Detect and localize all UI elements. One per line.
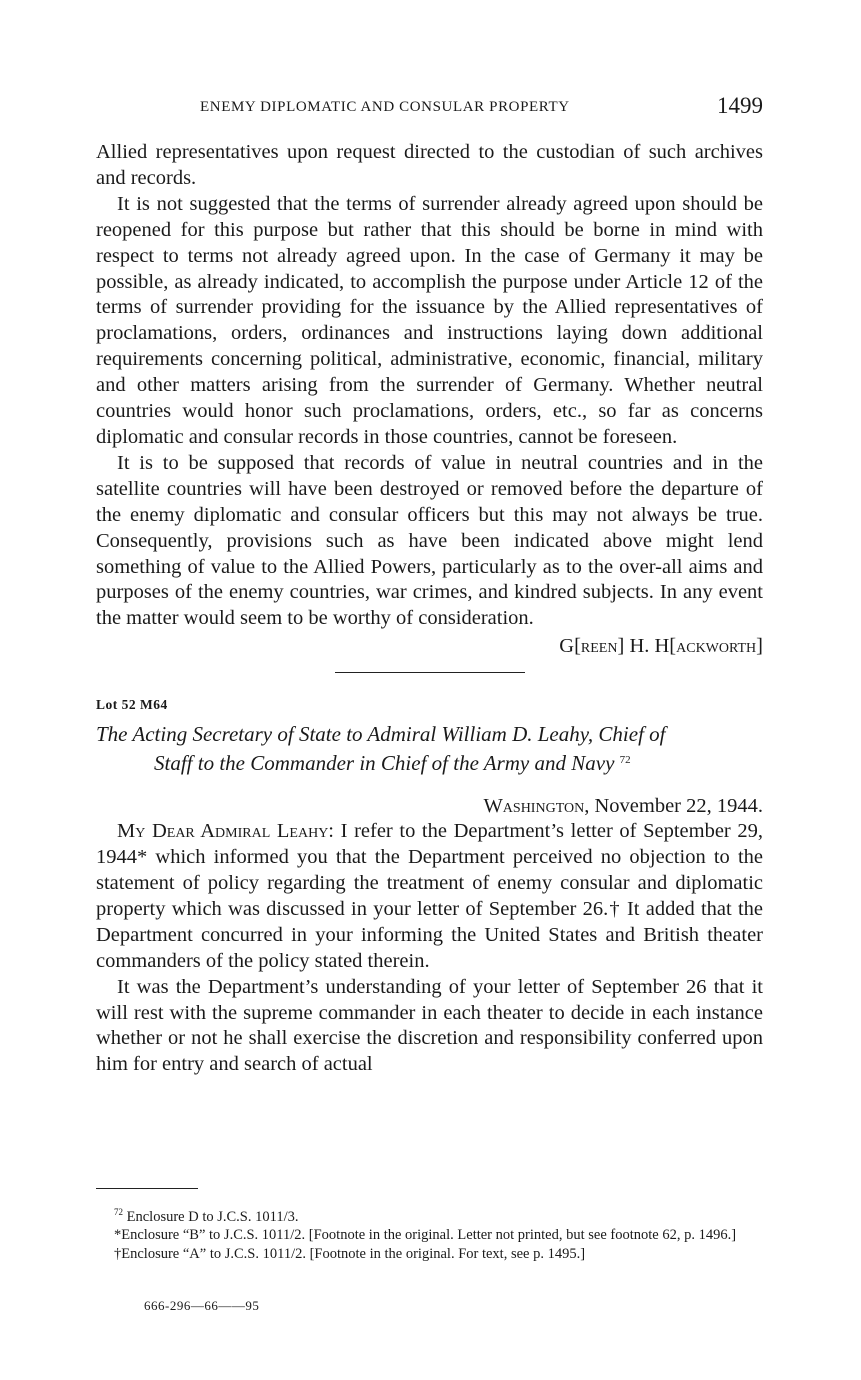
- paragraph-continuation: Allied representatives upon request directed to the custodian of such archives and records.: [96, 141, 763, 189]
- document-title-line2: Staff to the Commander in Chief of the Army and Navy: [154, 751, 615, 776]
- footnote-dagger: †Enclosure “A” to J.C.S. 1011/2. [Footnote in the original. For text, see p. 1495.]: [114, 1245, 586, 1262]
- dateline-city: Washington,: [483, 795, 590, 818]
- paragraph-terms-of-surrender: It is not suggested that the terms of surrender already agreed upon should be reopened for this purpose but rather that this should be borne in mind with respect to terms not already agreed upon. In the case of Germany it may be possible, as already indicated, to accomplish the purpose under Article 12 of the terms of surrender providing for the issuance by the Allied representatives of proclamations, orders, ordinances and instructions laying down additional requirements concerning political, administrative, economic, financial, military and other matters arising from the surrender of Germany. Whether neutral countries would honor such proclamations, orders, etc., so far as concerns diplomatic and consular records in those countries, cannot be foreseen.: [96, 192, 763, 448]
- lot-reference: Lot 52 M64: [96, 697, 168, 713]
- footnote-72-mark: 72: [114, 1207, 123, 1217]
- footnote-72-text: Enclosure D to J.C.S. 1011/3.: [126, 1208, 299, 1225]
- signature: [96, 632, 763, 660]
- letter-paragraph-1b: It added that the Department concurred in your informing the United States and British theater commanders of the policy stated therein.: [96, 897, 763, 972]
- page-body: [96, 140, 763, 1078]
- dateline-date: November 22, 1944.: [594, 795, 763, 818]
- page-header: [96, 95, 763, 125]
- section-divider: [335, 672, 525, 673]
- document-title: [96, 721, 763, 776]
- running-title: ENEMY DIPLOMATIC AND CONSULAR PROPERTY: [200, 99, 570, 115]
- footnote-star: *Enclosure “B” to J.C.S. 1011/2. [Footnote in the original. Letter not printed, but see footnote 62, p. 1496.]: [114, 1227, 737, 1244]
- page-number: 1499: [717, 93, 763, 118]
- letter-paragraph-2: It was the Department’s understanding of your letter of September 26 that it will rest with the supreme commander in each theater to decide in each instance whether or not he shall exercise the discretion and responsibility conferred upon him for entry and search of actual: [96, 975, 763, 1076]
- footnote-72: [96, 1203, 763, 1226]
- printer-line: 666-296—66——95: [144, 1298, 260, 1313]
- title-footnote-ref: 72: [619, 754, 631, 767]
- signature-h: H. H: [629, 635, 670, 658]
- salutation: My Dear Admiral Leahy:: [117, 820, 334, 843]
- document-title-line1: The Acting Secretary of State to Admiral William D. Leahy, Chief of: [96, 722, 666, 747]
- signature-ackworth: [ackworth]: [669, 635, 763, 658]
- letter-paragraph-1: [96, 819, 763, 974]
- letter-paragraph-1a: I refer to the Department’s letter of September 29, 1944* which informed you that the Department perceived no objection to the statement of policy regarding the treatment of enemy consular and diplomatic property which was discussed in your letter of September 26.†: [96, 820, 763, 920]
- paragraph-records-of-value: It is to be supposed that records of value in neutral countries and in the satellite countries will have been destroyed or removed before the departure of the enemy diplomatic and consular officers but this may not always be true. Consequently, provisions such as have been indicated above might lend something of value to the Allied Powers, particularly as to the over-all aims and purposes of the enemy countries, war crimes, and kindred subjects. In any event the matter would seem to be worthy of consideration.: [96, 451, 763, 630]
- footnotes: [96, 1203, 763, 1263]
- signature-g: G: [559, 635, 575, 658]
- footnote-rule: [96, 1188, 198, 1189]
- dateline: [96, 793, 763, 819]
- signature-reen: [reen]: [574, 635, 625, 658]
